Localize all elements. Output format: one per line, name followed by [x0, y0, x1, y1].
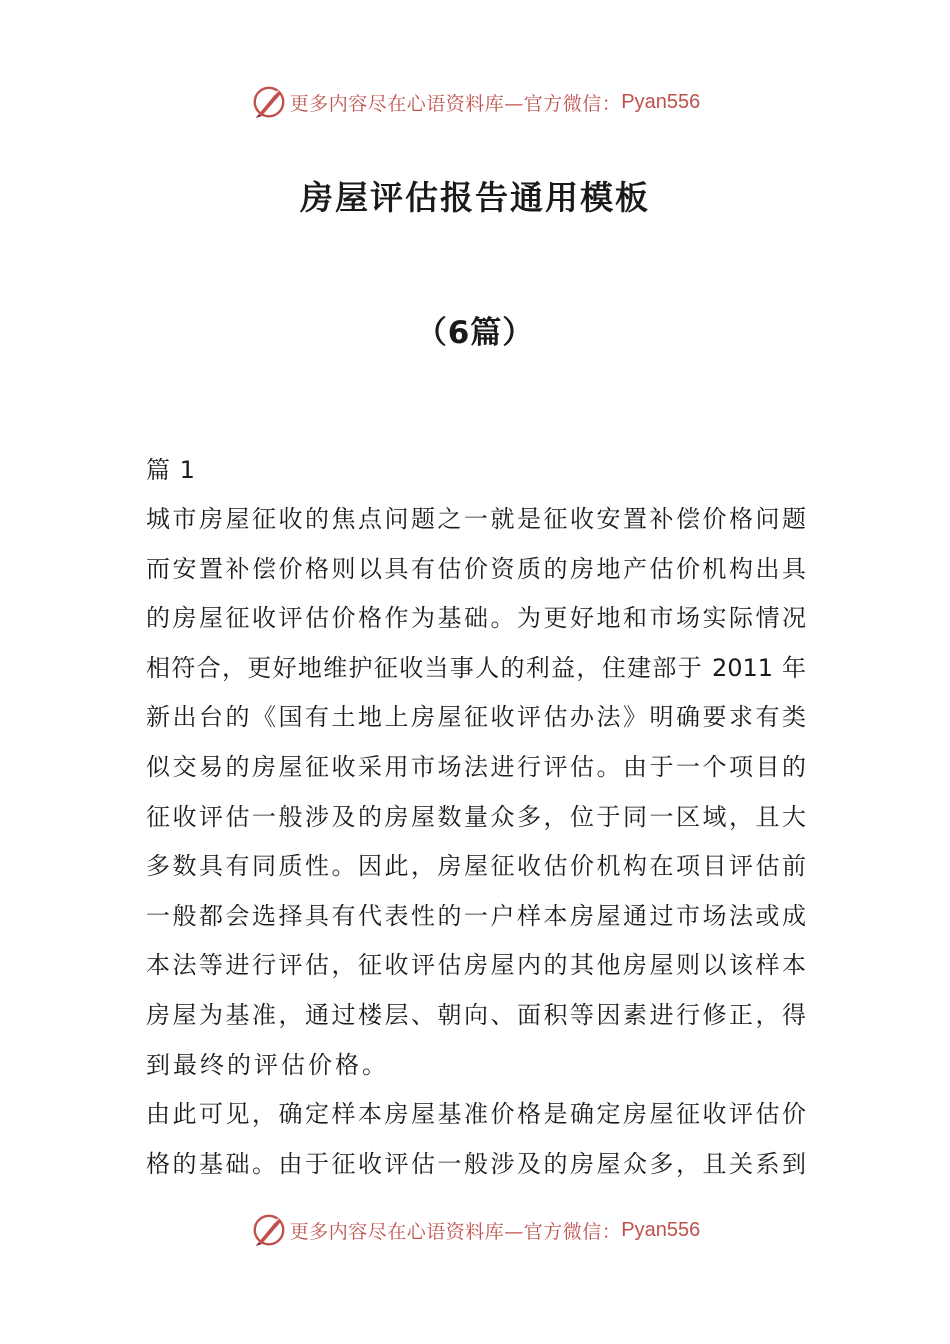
text-line: 城市房屋征收的焦点问题之一就是征收安置补偿价格问题 — [146, 505, 806, 533]
text-line: 相符合，更好地维护征收当事人的利益，住建部于 2011 年 — [146, 653, 806, 682]
banner-text: 更多内容尽在心语资料库—官方微信： — [289, 1220, 622, 1243]
text-line: 一般都会选择具有代表性的一户样本房屋通过市场法或成 — [146, 901, 806, 930]
text-line: 由此可见，确定样本房屋基准价格是确定房屋征收评估价 — [146, 1100, 806, 1129]
text-line: 似交易的房屋征收采用市场法进行评估。由于一个项目的 — [146, 752, 806, 781]
document-body — [146, 446, 806, 1189]
banner-text: 更多内容尽在心语资料库—官方微信： — [289, 92, 622, 115]
pen-logo-icon — [250, 1211, 288, 1249]
document-title: 房屋评估报告通用模板 — [300, 178, 650, 217]
text-line: 的房屋征收评估价格作为基础。为更好地和市场实际情况 — [146, 604, 806, 633]
text-line: 到最终的评估价格。 — [146, 1050, 389, 1079]
footer-banner — [0, 1206, 950, 1254]
text-line: 而安置补偿价格则以具有估价资质的房地产估价机构出具 — [146, 554, 806, 583]
text-line: 新出台的《国有土地上房屋征收评估办法》明确要求有类 — [146, 703, 806, 732]
paragraph-2 — [146, 1090, 806, 1189]
document-subtitle: （6篇） — [415, 315, 535, 351]
header-banner — [0, 78, 950, 126]
text-line: 征收评估一般涉及的房屋数量众多，位于同一区域，且大 — [146, 802, 806, 831]
paragraph-1 — [146, 495, 806, 1090]
text-line: 格的基础。由于征收评估一般涉及的房屋众多，且关系到 — [146, 1149, 806, 1178]
text-line: 多数具有同质性。因此，房屋征收估价机构在项目评估前 — [146, 852, 806, 881]
text-line: 本法等进行评估，征收评估房屋内的其他房屋则以该样本 — [146, 951, 806, 980]
pen-logo-icon — [250, 83, 288, 121]
wechat-id: Pyan556 — [621, 1218, 701, 1241]
section-heading: 篇 1 — [146, 456, 196, 484]
wechat-id: Pyan556 — [621, 90, 701, 113]
text-line: 房屋为基准，通过楼层、朝向、面积等因素进行修正，得 — [146, 1000, 806, 1029]
